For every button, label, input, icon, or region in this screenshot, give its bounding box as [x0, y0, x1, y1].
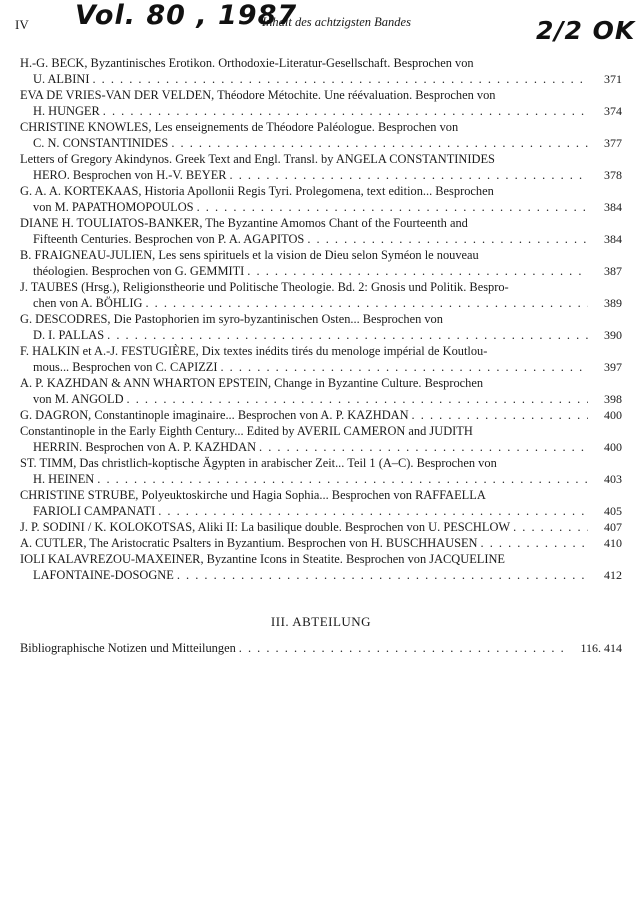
entry-text: F. HALKIN et A.-J. FESTUGIÈRE, Dix textes inédits tirés du menologe impérial de Koutlou- [20, 344, 488, 358]
entry-text: G. DAGRON, Constantinople imaginaire... Besprochen von A. P. KAZHDAN [20, 408, 409, 422]
toc-entry [20, 423, 622, 455]
entry-text: J. P. SODINI / K. KOLOKOTSAS, Aliki II: La basilique double. Besprochen von U. PESCHLOW [20, 520, 511, 534]
page-number: IV [15, 17, 29, 32]
entry-text: IOLI KALAVREZOU-MAXEINER, Byzantine Icons in Steatite. Besprochen von JACQUELINE [20, 552, 505, 566]
entry-text: EVA DE VRIES-VAN DER VELDEN, Théodore Métochite. Une réévaluation. Besprochen von [20, 88, 496, 102]
entry-text: C. N. CONSTANTINIDES [33, 136, 169, 150]
toc-entry [20, 407, 622, 423]
entry-page: 400 [604, 408, 622, 422]
entry-page: 400 [604, 440, 622, 454]
toc-entry [20, 519, 622, 535]
toc-entry [20, 375, 622, 407]
handwritten-volume-note: Vol. 80 , 1987 [75, 0, 298, 31]
entry-text: CHRISTINE KNOWLES, Les enseignements de Théodore Paléologue. Besprochen von [20, 120, 459, 134]
entry-page: 403 [604, 472, 622, 486]
handwritten-page-note: 2/2 OK [536, 16, 636, 45]
entry-page: 412 [604, 568, 622, 582]
toc-entry [20, 151, 622, 183]
section-heading: III. ABTEILUNG [270, 614, 372, 629]
entry-text: chen von A. BÖHLIG [33, 296, 143, 310]
entry-text: D. I. PALLAS [33, 328, 105, 342]
toc-entry [20, 455, 622, 487]
entry-page: 397 [604, 360, 622, 374]
running-head: Inhalt des achtzigsten Bandes [262, 15, 411, 29]
entry-text: G. DESCODRES, Die Pastophorien im syro-byzantinischen Osten... Besprochen von [20, 312, 443, 326]
entry-text: HERO. Besprochen von H.-V. BEYER [33, 168, 227, 182]
toc-entry [20, 215, 622, 247]
entry-text: FARIOLI CAMPANATI [33, 504, 156, 518]
entry-text: B. FRAIGNEAU-JULIEN, Les sens spirituels et la vision de Dieu selon Syméon le nouveau [20, 248, 479, 262]
toc-entry [20, 119, 622, 151]
entry-text: HERRIN. Besprochen von A. P. KAZHDAN [33, 440, 257, 454]
toc-entry [20, 183, 622, 215]
entry-page: 390 [604, 328, 622, 342]
entry-text: A. P. KAZHDAN & ANN WHARTON EPSTEIN, Change in Byzantine Culture. Besprochen [20, 376, 484, 390]
entry-line [20, 55, 622, 71]
entry-page: 407 [604, 520, 622, 534]
toc-entry [20, 343, 622, 375]
entry-page: 410 [604, 536, 622, 550]
entry-text: Constantinople in the Early Eighth Century... Edited by AVERIL CAMERON and JUDITH [20, 424, 473, 438]
entry-text: Bibliographische Notizen und Mitteilungen [20, 641, 236, 655]
entry-text: A. CUTLER, The Aristocratic Psalters in Byzantium. Besprochen von H. BUSCHHAUSEN [20, 536, 478, 550]
toc-entry [20, 247, 622, 279]
entry-text: von M. ANGOLD [33, 392, 124, 406]
entry-page: 387 [604, 264, 622, 278]
entry-text: H.-G. BECK, Byzantinisches Erotikon. Orthodoxie-Literatur-Gesellschaft. Besprochen von [20, 56, 474, 70]
entry-text: ST. TIMM, Das christlich-koptische Ägypten in arabischer Zeit... Teil 1 (A–C). Besprochen von [20, 456, 497, 470]
toc-entry [20, 87, 622, 119]
entry-page: 374 [604, 104, 622, 118]
entry-text: Fifteenth Centuries. Besprochen von P. A. AGAPITOS [33, 232, 305, 246]
entry-text: DIANE H. TOULIATOS-BANKER, The Byzantine Amomos Chant of the Fourteenth and [20, 216, 468, 230]
entry-text: J. TAUBES (Hrsg.), Religionstheorie und Politische Theologie. Bd. 2: Gnosis und Politik. Bespro- [20, 280, 509, 294]
toc-entry [20, 279, 622, 311]
entry-text: LAFONTAINE-DOSOGNE [33, 568, 174, 582]
entry-text: H. HEINEN [33, 472, 95, 486]
entry-page: 398 [604, 392, 622, 406]
toc-entry [20, 311, 622, 343]
entry-page: 384 [604, 232, 622, 246]
entry-text: H. HUNGER [33, 104, 100, 118]
entry-text: U. ALBINI [33, 72, 90, 86]
toc-entry [20, 487, 622, 519]
toc-entry [20, 55, 622, 87]
entry-page: 384 [604, 200, 622, 214]
toc-entry-bibliography [20, 641, 622, 657]
dot-leader [236, 641, 568, 657]
entry-page: 405 [604, 504, 622, 518]
entry-page: 378 [604, 168, 622, 182]
entry-text: von M. PAPATHOMOPOULOS [33, 200, 194, 214]
entry-text: CHRISTINE STRUBE, Polyeuktoskirche und Hagia Sophia... Besprochen von RAFFAELLA [20, 488, 486, 502]
dot-leader [89, 71, 588, 87]
entry-text: G. A. A. KORTEKAAS, Historia Apollonii Regis Tyri. Prolegomena, text edition... Besprochen [20, 184, 494, 198]
toc-entry [20, 535, 622, 551]
entry-page: 371 [604, 72, 622, 86]
toc-entry [20, 551, 622, 583]
entry-text: théologien. Besprochen von G. GEMMITI [33, 264, 245, 278]
entry-page: 377 [604, 136, 622, 150]
entry-line [20, 71, 622, 87]
entry-page: 389 [604, 296, 622, 310]
entry-text: Letters of Gregory Akindynos. Greek Text and Engl. Transl. by ANGELA CONSTANTINIDES [20, 152, 495, 166]
entry-text: mous... Besprochen von C. CAPIZZI [33, 360, 218, 374]
entry-page: 116. 414 [580, 641, 622, 655]
